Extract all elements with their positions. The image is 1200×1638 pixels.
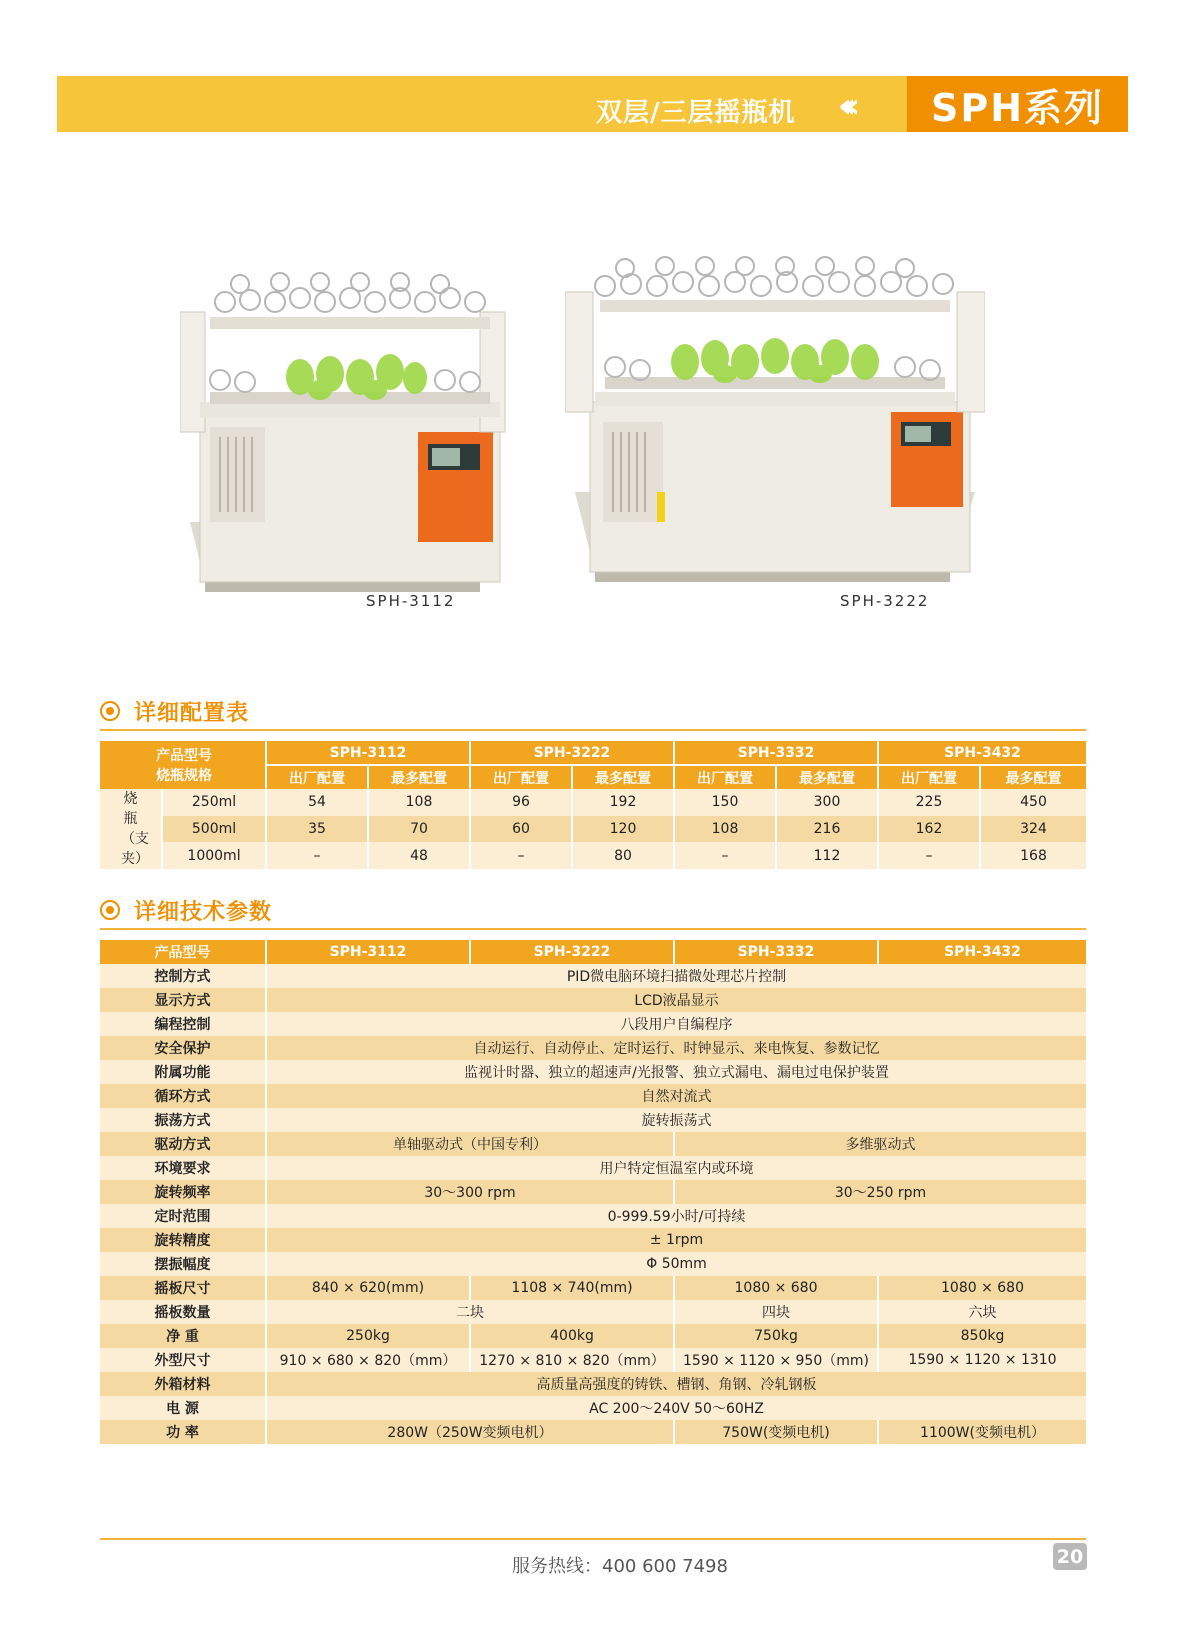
- param-value: 用户特定恒温室内或环境: [266, 1156, 1086, 1180]
- table-row: [100, 964, 1086, 988]
- param-label: 旋转频率: [100, 1180, 266, 1204]
- param-label: 摆振幅度: [100, 1252, 266, 1276]
- param-value: 高质量高强度的铸铁、槽钢、角钢、冷轧钢板: [266, 1372, 1086, 1396]
- sub-header-factory: 出厂配置: [470, 765, 572, 789]
- series-badge: [907, 76, 1128, 132]
- config-value: –: [266, 842, 368, 869]
- config-corner-header: [100, 741, 266, 789]
- table-row: [100, 1228, 1086, 1252]
- param-value: 250kg: [266, 1324, 470, 1348]
- config-value: 112: [776, 842, 878, 869]
- param-label: 显示方式: [100, 988, 266, 1012]
- target-bullet-icon: [100, 701, 120, 721]
- sub-header-factory: 出厂配置: [878, 765, 980, 789]
- section-divider: [100, 928, 1086, 930]
- param-value: 四块: [674, 1300, 878, 1324]
- tech-section-header: [100, 893, 272, 927]
- config-table: [100, 741, 1086, 869]
- config-value: 450: [980, 789, 1086, 816]
- param-label: 驱动方式: [100, 1132, 266, 1156]
- table-row: [100, 1252, 1086, 1276]
- table-row: [100, 1276, 1086, 1300]
- config-value: 168: [980, 842, 1086, 869]
- config-value: –: [470, 842, 572, 869]
- config-value: 216: [776, 816, 878, 843]
- shaker-image-sph-3222: [565, 252, 985, 602]
- config-value: 54: [266, 789, 368, 816]
- param-value: 自动运行、自动停止、定时运行、时钟显示、来电恢复、参数记忆: [266, 1036, 1086, 1060]
- param-value: 280W（250W变频电机）: [266, 1420, 674, 1444]
- param-label: 电 源: [100, 1396, 266, 1420]
- table-row: [100, 1036, 1086, 1060]
- config-value: 70: [368, 816, 470, 843]
- param-value: 0-999.59小时/可持续: [266, 1204, 1086, 1228]
- config-value: –: [878, 842, 980, 869]
- table-row: [100, 1372, 1086, 1396]
- param-label: 附属功能: [100, 1060, 266, 1084]
- footer-divider: [100, 1538, 1086, 1540]
- param-value: 30～250 rpm: [674, 1180, 1086, 1204]
- model-header: SPH-3112: [266, 940, 470, 964]
- table-row: [100, 1204, 1086, 1228]
- param-value: ± 1rpm: [266, 1228, 1086, 1252]
- param-value: 1108 × 740(mm): [470, 1276, 674, 1300]
- model-header: SPH-3332: [674, 741, 878, 765]
- config-value: 120: [572, 816, 674, 843]
- flask-size: 500ml: [162, 816, 266, 843]
- param-label: 摇板数量: [100, 1300, 266, 1324]
- service-hotline: 服务热线：400 600 7498: [512, 1556, 728, 1577]
- corner-top-label: 产品型号: [156, 748, 212, 764]
- flask-side-label: 烧瓶（支夹）: [100, 789, 162, 869]
- sub-header-max: 最多配置: [572, 765, 674, 789]
- sub-header-factory: 出厂配置: [674, 765, 776, 789]
- table-row: [100, 1012, 1086, 1036]
- param-value: 1080 × 680: [674, 1276, 878, 1300]
- param-value: 1270 × 810 × 820（mm）: [470, 1348, 674, 1372]
- param-label: 净 重: [100, 1324, 266, 1348]
- param-value: LCD液晶显示: [266, 988, 1086, 1012]
- table-row: [100, 1420, 1086, 1444]
- product-caption-2: SPH-3222: [840, 592, 930, 610]
- table-row: [100, 842, 1086, 869]
- param-value: 六块: [878, 1300, 1086, 1324]
- param-label: 功 率: [100, 1420, 266, 1444]
- config-value: 150: [674, 789, 776, 816]
- model-header: SPH-3222: [470, 940, 674, 964]
- param-value: 910 × 680 × 820（mm）: [266, 1348, 470, 1372]
- param-label: 摇板尺寸: [100, 1276, 266, 1300]
- param-label: 振荡方式: [100, 1108, 266, 1132]
- param-value: AC 200～240V 50～60HZ: [266, 1396, 1086, 1420]
- page-number: 20: [1053, 1543, 1087, 1570]
- config-value: 108: [368, 789, 470, 816]
- target-bullet-icon: [100, 900, 120, 920]
- param-label: 编程控制: [100, 1012, 266, 1036]
- tech-header-label: 产品型号: [100, 940, 266, 964]
- config-value: 225: [878, 789, 980, 816]
- table-row: [100, 1132, 1086, 1156]
- param-value: 二块: [266, 1300, 674, 1324]
- table-row: [100, 816, 1086, 843]
- config-section-title: 详细配置表: [134, 700, 250, 726]
- model-header: SPH-3112: [266, 741, 470, 765]
- tech-table: [100, 940, 1086, 1444]
- config-value: –: [674, 842, 776, 869]
- param-value: Φ 50mm: [266, 1252, 1086, 1276]
- table-row: [100, 1180, 1086, 1204]
- config-section-header: [100, 694, 249, 728]
- param-value: 旋转振荡式: [266, 1108, 1086, 1132]
- param-value: 单轴驱动式（中国专利）: [266, 1132, 674, 1156]
- series-label: SPH系列: [930, 85, 1105, 130]
- model-header: SPH-3222: [470, 741, 674, 765]
- banner-title: 双层/三层摇瓶机: [596, 98, 796, 128]
- table-row: [100, 1396, 1086, 1420]
- param-label: 环境要求: [100, 1156, 266, 1180]
- table-row: [100, 1324, 1086, 1348]
- param-label: 外型尺寸: [100, 1348, 266, 1372]
- param-label: 控制方式: [100, 964, 266, 988]
- chevron-left-icon: ‹‹‹: [838, 86, 851, 126]
- param-value: 1590 × 1120 × 950（mm): [674, 1348, 878, 1372]
- param-value: 八段用户自编程序: [266, 1012, 1086, 1036]
- table-row: [100, 789, 1086, 816]
- config-value: 48: [368, 842, 470, 869]
- flask-size: 250ml: [162, 789, 266, 816]
- sub-header-max: 最多配置: [980, 765, 1086, 789]
- model-header: SPH-3332: [674, 940, 878, 964]
- param-label: 旋转精度: [100, 1228, 266, 1252]
- param-value: 400kg: [470, 1324, 674, 1348]
- table-row: [100, 1084, 1086, 1108]
- param-label: 安全保护: [100, 1036, 266, 1060]
- product-caption-1: SPH-3112: [366, 592, 456, 610]
- config-value: 60: [470, 816, 572, 843]
- config-value: 108: [674, 816, 776, 843]
- config-value: 96: [470, 789, 572, 816]
- config-value: 162: [878, 816, 980, 843]
- tech-section-title: 详细技术参数: [134, 899, 273, 925]
- config-value: 35: [266, 816, 368, 843]
- param-label: 定时范围: [100, 1204, 266, 1228]
- param-value: 1590 × 1120 × 1310: [878, 1348, 1086, 1372]
- table-row: [100, 1300, 1086, 1324]
- sub-header-max: 最多配置: [776, 765, 878, 789]
- corner-bottom-label: 烧瓶规格: [156, 768, 212, 784]
- param-value: 30～300 rpm: [266, 1180, 674, 1204]
- table-row: [100, 1156, 1086, 1180]
- param-value: 多维驱动式: [674, 1132, 1086, 1156]
- section-divider: [100, 729, 1086, 731]
- param-value: 750W(变频电机): [674, 1420, 878, 1444]
- sub-header-max: 最多配置: [368, 765, 470, 789]
- sub-header-factory: 出厂配置: [266, 765, 368, 789]
- config-value: 80: [572, 842, 674, 869]
- config-value: 300: [776, 789, 878, 816]
- param-value: 监视计时器、独立的超速声/光报警、独立式漏电、漏电过电保护装置: [266, 1060, 1086, 1084]
- table-row: [100, 1060, 1086, 1084]
- param-value: PID微电脑环境扫描微处理芯片控制: [266, 964, 1086, 988]
- param-value: 自然对流式: [266, 1084, 1086, 1108]
- param-value: 750kg: [674, 1324, 878, 1348]
- param-label: 循环方式: [100, 1084, 266, 1108]
- model-header: SPH-3432: [878, 741, 1086, 765]
- flask-size: 1000ml: [162, 842, 266, 869]
- table-row: [100, 988, 1086, 1012]
- param-value: 1100W(变频电机）: [878, 1420, 1086, 1444]
- model-header: SPH-3432: [878, 940, 1086, 964]
- param-label: 外箱材料: [100, 1372, 266, 1396]
- config-value: 324: [980, 816, 1086, 843]
- param-value: 1080 × 680: [878, 1276, 1086, 1300]
- table-row: [100, 1108, 1086, 1132]
- table-row: [100, 1348, 1086, 1372]
- config-value: 192: [572, 789, 674, 816]
- shaker-image-sph-3112: [180, 262, 510, 602]
- param-value: 850kg: [878, 1324, 1086, 1348]
- param-value: 840 × 620(mm): [266, 1276, 470, 1300]
